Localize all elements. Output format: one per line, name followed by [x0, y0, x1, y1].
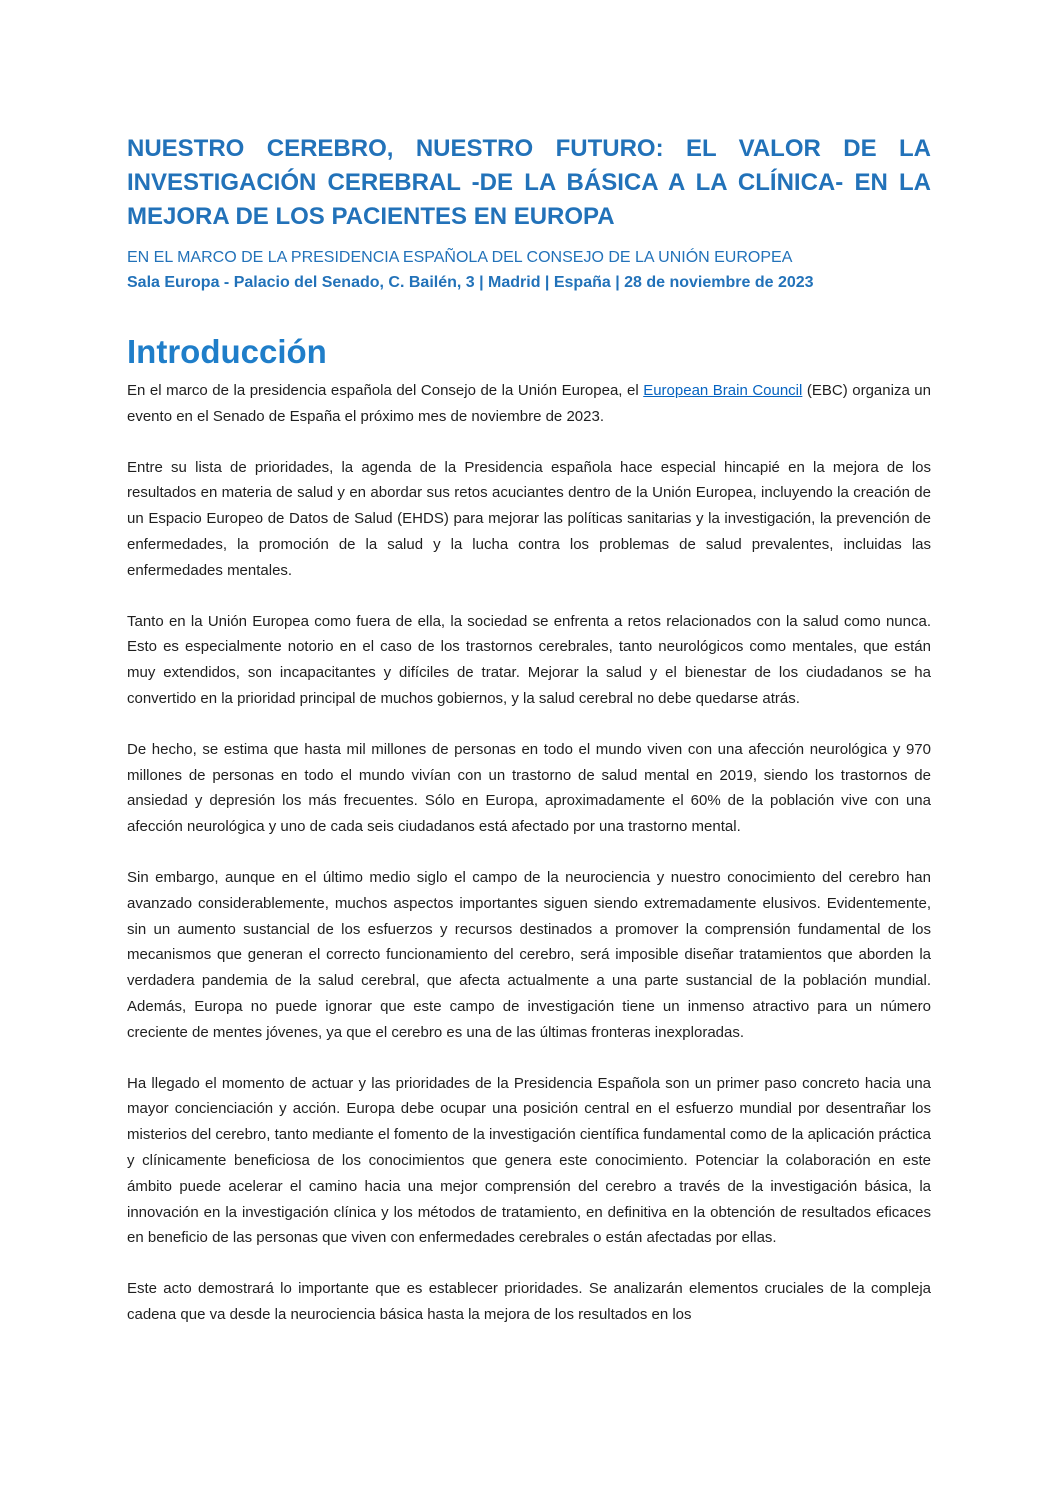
event-location-date: Sala Europa - Palacio del Senado, C. Bailén, 3 | Madrid | España | 28 de noviembre de 2023	[127, 274, 814, 291]
paragraph-priorities: Entre su lista de prioridades, la agenda de la Presidencia española hace especial hincapié en la mejora de los resultados en materia de salud y en abordar sus retos acuciantes dentro de la Unión Europea, incluyendo la creación de un Espacio Europeo de Datos de Salud (EHDS) para mejorar las políticas sanitarias y la investigación, la prevención de enfermedades, la promoción de la salud y la lucha contra los problemas de salud prevalentes, incluidas las enfermedades mentales.	[127, 458, 931, 579]
european-brain-council-link[interactable]: European Brain Council	[643, 382, 803, 399]
document-title: NUESTRO CEREBRO, NUESTRO FUTURO: EL VALOR DE LA INVESTIGACIÓN CEREBRAL -DE LA BÁSICA A LA CLÍNICA- EN LA MEJORA DE LOS PACIENTES EN EUROPA	[127, 135, 931, 230]
paragraph-intro-text-after-link: (EBC) organiza un evento en el Senado de España el próximo mes de noviembre de 2023.	[127, 382, 931, 425]
paragraph-statistics: De hecho, se estima que hasta mil millones de personas en todo el mundo viven con una afección neurológica y 970 millones de personas en todo el mundo vivían con un trastorno de salud mental en 2019, siendo los trastornos de ansiedad y depresión los más frecuentes. Sólo en Europa, aproximadamente el 60% de la población vive con una afección neurológica y uno de cada seis ciudadanos está afectado por una trastorno mental.	[127, 740, 931, 836]
paragraph-neuroscience-progress: Sin embargo, aunque en el último medio siglo el campo de la neurociencia y nuestro conocimiento del cerebro han avanzado considerablemente, muchos aspectos importantes siguen siendo extremadamente elusivos. Evidentemente, sin un aumento sustancial de los esfuerzos y recursos destinados a promover la comprensión fundamental de los mecanismos que generan el correcto funcionamiento del cerebro, será imposible diseñar tratamientos que aborden la verdadera pandemia de la salud cerebral, que afecta actualmente a una parte sustancial de la población mundial. Además, Europa no puede ignorar que este campo de investigación tiene un inmenso atractivo para un número creciente de mentes jóvenes, ya que el cerebro es una de las últimas fronteras inexploradas.	[127, 868, 931, 1041]
paragraph-intro-text-before-link: En el marco de la presidencia española del Consejo de la Unión Europea, el	[127, 382, 644, 399]
section-heading-introduccion: Introducción	[127, 333, 327, 370]
paragraph-event-purpose: Este acto demostrará lo importante que es establecer prioridades. Se analizarán elementos cruciales de la compleja cadena que va desde la neurociencia básica hasta la mejora de los resultados en los	[127, 1280, 931, 1323]
paragraph-society-health-challenges: Tanto en la Unión Europea como fuera de ella, la sociedad se enfrenta a retos relacionados con la salud como nunca. Esto es especialmente notorio en el caso de los trastornos cerebrales, tanto neurológicos como mentales, que están muy extendidos, son incapacitantes y difíciles de tratar. Mejorar la salud y el bienestar de los ciudadanos se ha convertido en la prioridad principal de muchos gobiernos, y la salud cerebral no debe quedarse atrás.	[127, 612, 931, 707]
paragraph-call-to-action: Ha llegado el momento de actuar y las prioridades de la Presidencia Española son un primer paso concreto hacia una mayor concienciación y acción. Europa debe ocupar una posición central en el esfuerzo mundial por desentrañar los misterios del cerebro, tanto mediante el fomento de la investigación científica fundamental como de la aplicación práctica y clínicamente beneficiosa de los conocimientos que genera este conocimiento. Potenciar la colaboración en este ámbito puede acelerar el camino hacia una mejor comprensión del cerebro a través de la investigación básica, la innovación en la investigación clínica y los métodos de tratamiento, en definitiva en la obtención de resultados eficaces en beneficio de las personas que viven con enfermedades cerebrales o están afectadas por ellas.	[127, 1074, 931, 1247]
document-subtitle: EN EL MARCO DE LA PRESIDENCIA ESPAÑOLA DEL CONSEJO DE LA UNIÓN EUROPEA	[127, 249, 793, 266]
paragraph-intro	[127, 378, 931, 430]
